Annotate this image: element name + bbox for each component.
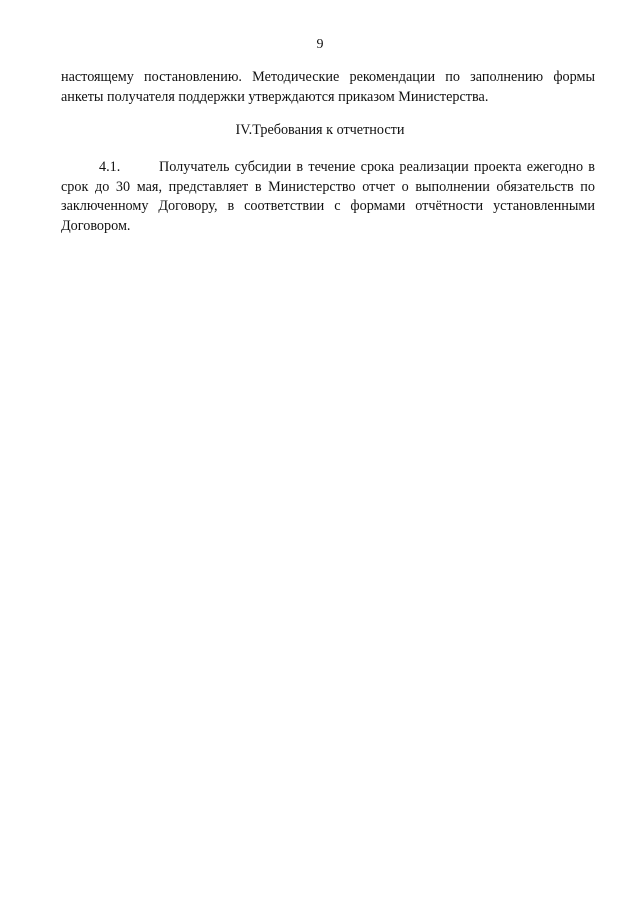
paragraph-intro: настоящему постановлению. Методические рекомендации по заполнению формы анкеты получателя поддержки утверждаются приказом Министерства. [61, 69, 595, 105]
paragraph-4-1 [61, 158, 595, 236]
section-heading: IV.Требования к отчетности [235, 122, 405, 138]
item-number: 4.1. [99, 159, 121, 175]
item-text: Получатель субсидии в течение срока реализации проекта ежегодно в срок до 30 мая, представляет в Министерство отчет о выполнении обязательств по заключенному Договору, в соответствии с формами отчётности установленными Договором. [61, 159, 595, 234]
page-number: 9 [316, 37, 324, 52]
